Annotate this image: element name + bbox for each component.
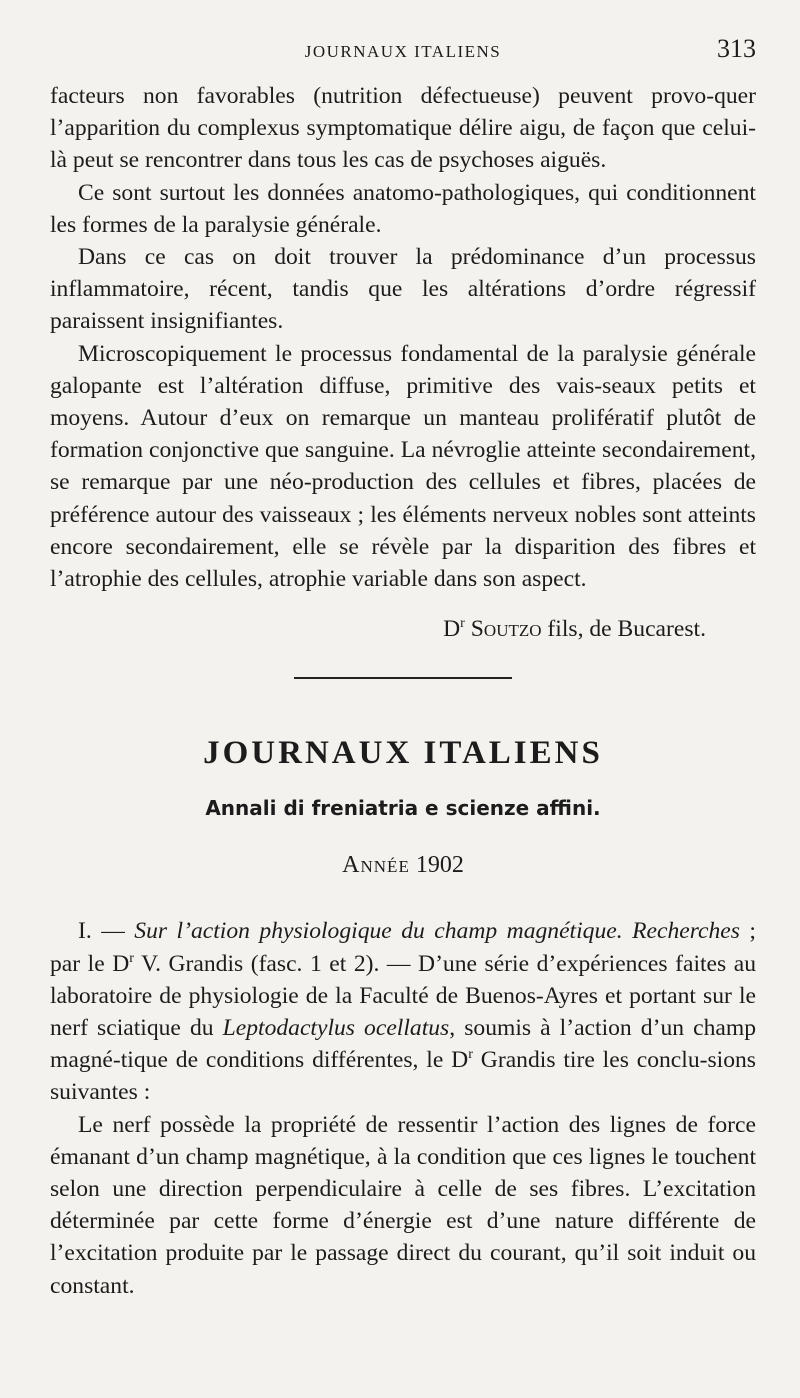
signature-name: Soutzo: [470, 616, 542, 643]
article-number: I. —: [78, 918, 135, 945]
article-species: Leptodactylus ocellatus: [222, 1015, 450, 1042]
section-title: JOURNAUX ITALIENS: [203, 735, 603, 772]
paragraph-microscopique: Microscopiquement le processus fondamental de la paralysie générale galopante est l’altération diffuse, primitive des vais-seaux petits et moyens. Autour d’eux on remarque un manteau prolifératif plutôt de formation conjonctive que sanguine. La névroglie atteinte secondairement, se remarque par une néo-production des cellules et fibres, placées de préférence autour des vaisseaux ; les éléments nerveux nobles sont atteints encore secondairement, elle se révèle par la disparition des fibres et l’atrophie des cellules, atrophie variable dans son aspect.: [50, 340, 756, 593]
author-signature: [50, 613, 756, 645]
running-head: [50, 30, 756, 80]
running-title: JOURNAUX ITALIENS: [304, 42, 502, 61]
section-divider: [294, 677, 512, 679]
year-label: Année: [342, 852, 410, 879]
article-end: Grandis tire les conclu-sions suivantes :: [50, 1047, 756, 1106]
page-number: 313: [717, 34, 756, 63]
article-author2-sup: r: [468, 1046, 473, 1063]
paragraph-nerf: Le nerf possède la propriété de ressentir l’action des lignes de force émanant d’un champ magnétique, à la condition que ces lignes le touchent selon une direction perpendiculaire à celle de ses fibres. L’excitation déterminée par cette forme d’énergie est d’une nature différente de l’excitation produite par le passage direct du courant, qu’il soit induit ou constant.: [50, 1111, 756, 1299]
year-heading: [50, 849, 756, 881]
signature-prefix-sup: r: [460, 615, 465, 632]
article-after-species: , soumis à l’action d’un champ magné-tique de conditions différentes, le D: [50, 1015, 756, 1074]
article-paragraph: [50, 915, 756, 1108]
paragraph-predominance: Dans ce cas on doit trouver la prédominance d’un processus inflammatoire, récent, tandis que les altérations d’ordre régressif paraissent insignifiantes.: [50, 244, 756, 335]
article-title: Sur l’action physiologique du champ magnétique. Recherches: [134, 918, 740, 945]
paragraph-continued: facteurs non favorables (nutrition défectueuse) peuvent provo-quer l’apparition du complexus symptomatique délire aigu, de façon que celui-là peut se rencontrer dans tous les cas de psychoses aiguës.: [50, 83, 756, 174]
paragraph-anatomo: Ce sont surtout les données anatomo-pathologiques, qui conditionnent les formes de la paralysie générale.: [50, 179, 756, 238]
article-after-title: ; par le D: [50, 918, 756, 977]
year-value: 1902: [415, 852, 464, 879]
journal-title: Annali di freniatria e scienze affini.: [205, 796, 601, 821]
signature-prefix: D: [443, 616, 461, 643]
signature-rest: fils, de Bucarest.: [541, 616, 706, 643]
article-author-sup: r: [129, 949, 134, 966]
article-after-author: V. Grandis (fasc. 1 et 2). — D’une série d’expériences faites au laboratoire de physiologie de la Faculté de Buenos-Ayres et portant sur le nerf sciatique du: [50, 950, 756, 1042]
